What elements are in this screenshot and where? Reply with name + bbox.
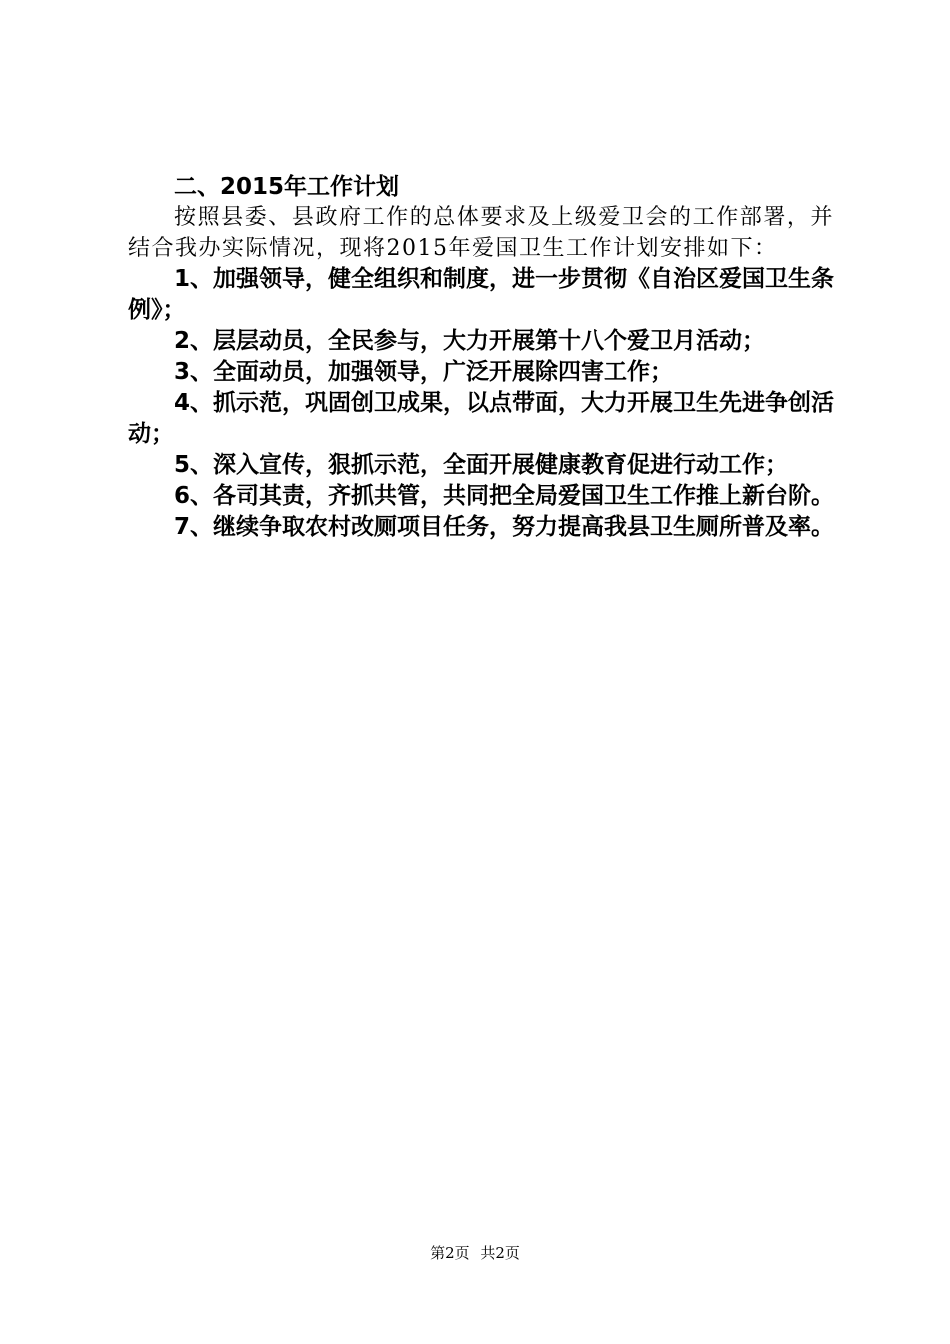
plan-item: 2、层层动员，全民参与，大力开展第十八个爱卫月活动； — [174, 328, 766, 354]
plan-item: 3、全面动员，加强领导，广泛开展除四害工作； — [174, 359, 674, 385]
page-footer: 第2页 共2页 — [430, 1244, 520, 1262]
plan-item: 5、深入宣传，狠抓示范，全面开展健康教育促进行动工作； — [174, 452, 789, 478]
plan-item: 1、加强领导，健全组织和制度，进一步贯彻《自治区爱国卫生条例》； — [128, 266, 835, 323]
section-heading: 二、2015年工作计划 — [174, 174, 400, 200]
intro-paragraph: 按照县委、县政府工作的总体要求及上级爱卫会的工作部署，并结合我办实际情况，现将2015年爱国卫生工作计划安排如下： — [128, 205, 834, 261]
plan-items-list — [128, 264, 834, 543]
document-body — [128, 172, 834, 543]
plan-item: 4、抓示范，巩固创卫成果，以点带面，大力开展卫生先进争创活动； — [128, 390, 835, 447]
plan-item: 6、各司其责，齐抓共管，共同把全局爱国卫生工作推上新台阶。 — [174, 483, 835, 509]
plan-item: 7、继续争取农村改厕项目任务，努力提高我县卫生厕所普及率。 — [174, 514, 835, 540]
